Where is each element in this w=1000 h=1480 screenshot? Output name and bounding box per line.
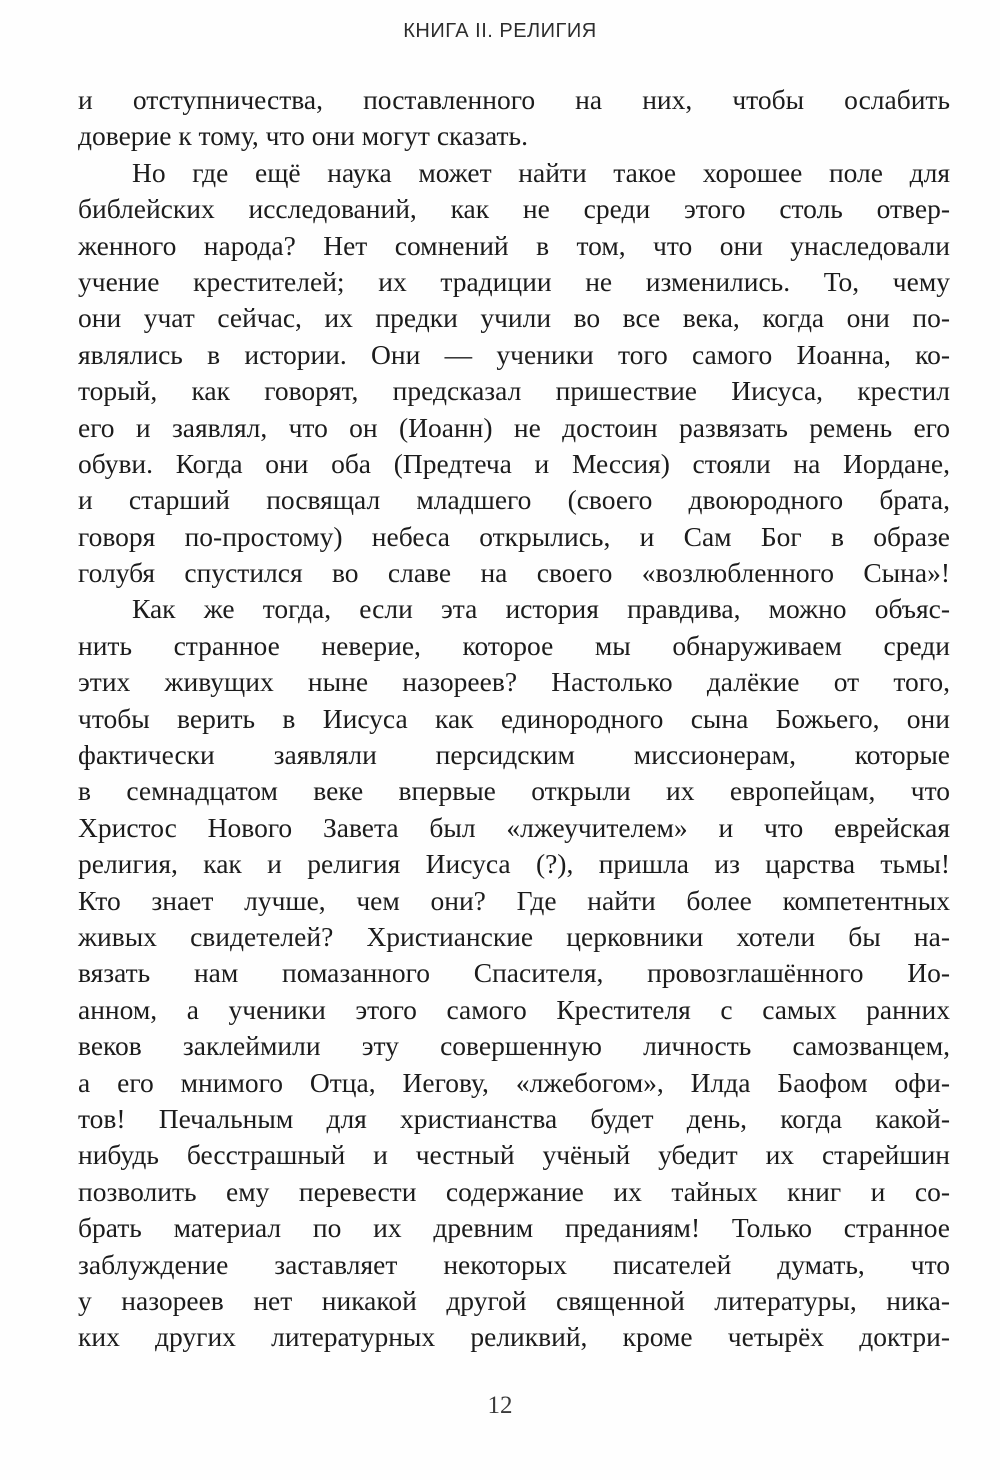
text-line: библейских исследований, как не среди этого столь отвер- — [78, 193, 950, 225]
text-line: голубя спустился во славе на своего «возлюбленного Сына»! — [78, 557, 950, 589]
text-line: чтобы верить в Иисуса как единородного сына Божьего, они — [78, 702, 950, 734]
text-line: вязать нам помазанного Спасителя, провозглашённого Ио- — [78, 957, 950, 989]
text-line: а его мнимого Отца, Иегову, «лжебогом», Илда Баофом офи- — [78, 1066, 950, 1098]
text-line: женного народа? Нет сомнений в том, что они унаследовали — [78, 229, 950, 261]
running-header: КНИГА II. РЕЛИГИЯ — [403, 20, 597, 42]
text-line: брать материал по их древним преданиям! Только странное — [78, 1212, 950, 1244]
text-line: у назореев нет никакой другой священной литературы, ника- — [78, 1284, 950, 1316]
text-line: и отступничества, поставленного на них, чтобы ослабить — [78, 84, 950, 115]
text-line: Но где ещё наука может найти такое хорошее поле для — [132, 156, 950, 188]
text-line: живых свидетелей? Христианские церковники хотели бы на- — [78, 920, 950, 952]
text-line: фактически заявляли персидским миссионерам, которые — [78, 739, 950, 771]
text-line: являлись в истории. Они — ученики того самого Иоанна, ко- — [78, 338, 950, 370]
text-line: обуви. Когда они оба (Предтеча и Мессия) стояли на Иордане, — [78, 447, 950, 479]
text-line: тов! Печальным для христианства будет день, когда какой- — [78, 1102, 950, 1134]
page-number: 12 — [487, 1392, 513, 1419]
text-line: веков заклеймили эту совершенную личность самозванцем, — [78, 1030, 950, 1062]
text-line: учение крестителей; их традиции не изменились. То, чему — [78, 265, 950, 297]
text-line: Кто знает лучше, чем они? Где найти более компетентных — [78, 884, 950, 916]
text-line: Как же тогда, если эта история правдива, можно объяс- — [132, 593, 950, 625]
text-line: Христос Нового Завета был «лжеучителем» и что еврейская — [78, 811, 950, 843]
text-line: ких других литературных реликвий, кроме четырёх доктри- — [78, 1321, 950, 1353]
text-line: говоря по-простому) небеса открылись, и Сам Бог в образе — [78, 520, 950, 552]
text-line: этих живущих ныне назореев? Настолько далёкие от того, — [78, 666, 950, 698]
text-line: нить странное неверие, которое мы обнаруживаем среди — [78, 629, 950, 661]
text-line: в семнадцатом веке впервые открыли их европейцам, что — [78, 775, 950, 807]
text-line: торый, как говорят, предсказал пришествие Иисуса, крестил — [78, 375, 950, 407]
text-line: позволить ему перевести содержание их тайных книг и со- — [78, 1175, 950, 1207]
text-line: заблуждение заставляет некоторых писателей думать, что — [78, 1248, 950, 1280]
body-text — [78, 82, 950, 1356]
text-line: религия, как и религия Иисуса (?), пришла из царства тьмы! — [78, 848, 950, 880]
text-line: анном, а ученики этого самого Крестителя с самых ранних — [78, 993, 950, 1025]
text-line: его и заявлял, что он (Иоанн) не достоин развязать ремень его — [78, 411, 950, 443]
text-line: доверие к тому, что они могут сказать. — [78, 120, 528, 152]
text-line: и старший посвящал младшего (своего двоюродного брата, — [78, 484, 950, 516]
text-line: они учат сейчас, их предки учили во все века, когда они по- — [78, 302, 950, 334]
text-line: нибудь бесстрашный и честный учёный убедит их старейшин — [78, 1139, 950, 1171]
